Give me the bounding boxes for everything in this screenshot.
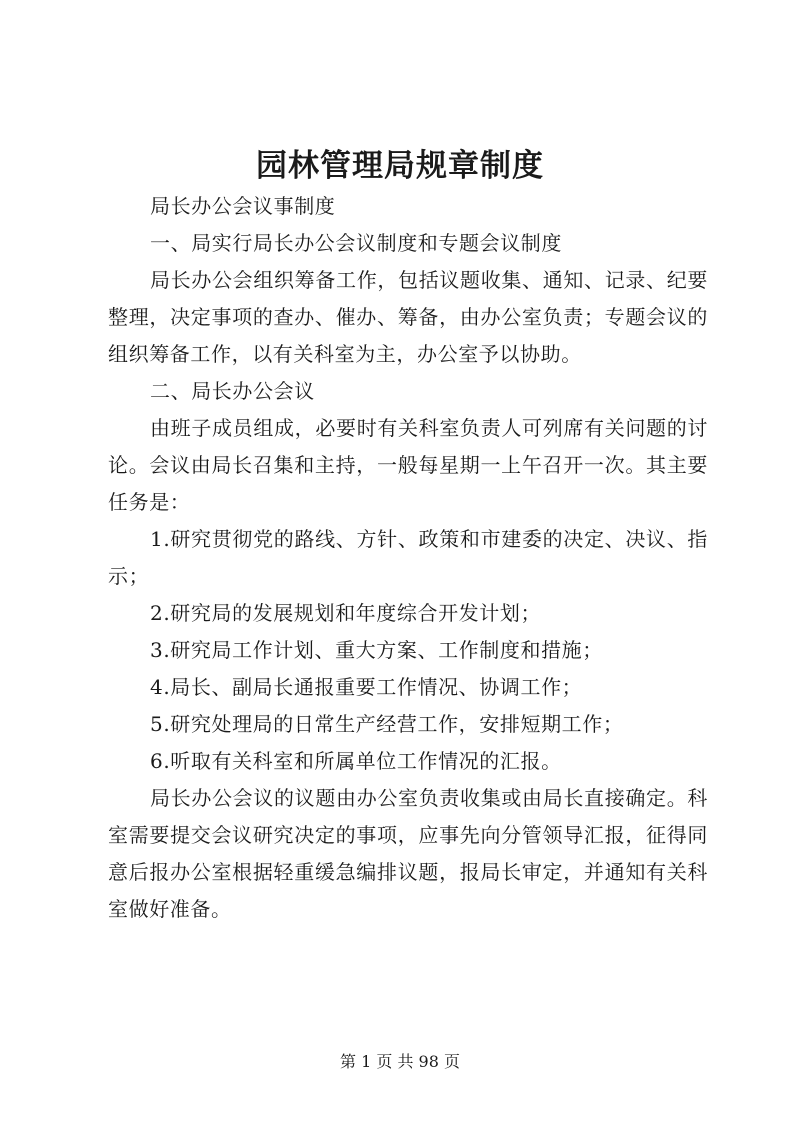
list-item: 3.研究局工作计划、重大方案、工作制度和措施； [150,638,603,662]
list-item: 5.研究处理局的日常生产经营工作，安排短期工作； [150,712,624,736]
section-heading: 局长办公会议事制度 [150,194,336,218]
list-item: 1.研究贯彻党的路线、方针、政策和市建委的决定、决议、指示； [108,527,708,588]
document-title: 园林管理局规章制度 [256,148,544,184]
list-item: 4.局长、副局长通报重要工作情况、协调工作； [150,675,583,699]
paragraph: 局长办公会议的议题由办公室负责收集或由局长直接确定。科室需要提交会议研究决定的事项，应事先向分管领导汇报，征得同意后报办公室根据轻重缓急编排议题，报局长审定，并通知有关科室做好准备。 [108,786,708,921]
list-item: 2.研究局的发展规划和年度综合开发计划； [150,601,542,625]
page-number: 第 1 页 共 98 页 [340,1052,460,1071]
paragraph: 一、局实行局长办公会议制度和专题会议制度 [150,231,562,255]
paragraph: 局长办公会组织筹备工作，包括议题收集、通知、记录、纪要整理，决定事项的查办、催办、筹备，由办公室负责；专题会议的组织筹备工作，以有关科室为主，办公室予以协助。 [108,268,708,366]
list-item: 6.听取有关科室和所属单位工作情况的汇报。 [150,749,562,773]
document-body [108,188,708,928]
paragraph: 由班子成员组成，必要时有关科室负责人可列席有关问题的讨论。会议由局长召集和主持，一般每星期一上午召开一次。其主要任务是： [108,416,708,514]
paragraph: 二、局长办公会议 [150,379,315,403]
